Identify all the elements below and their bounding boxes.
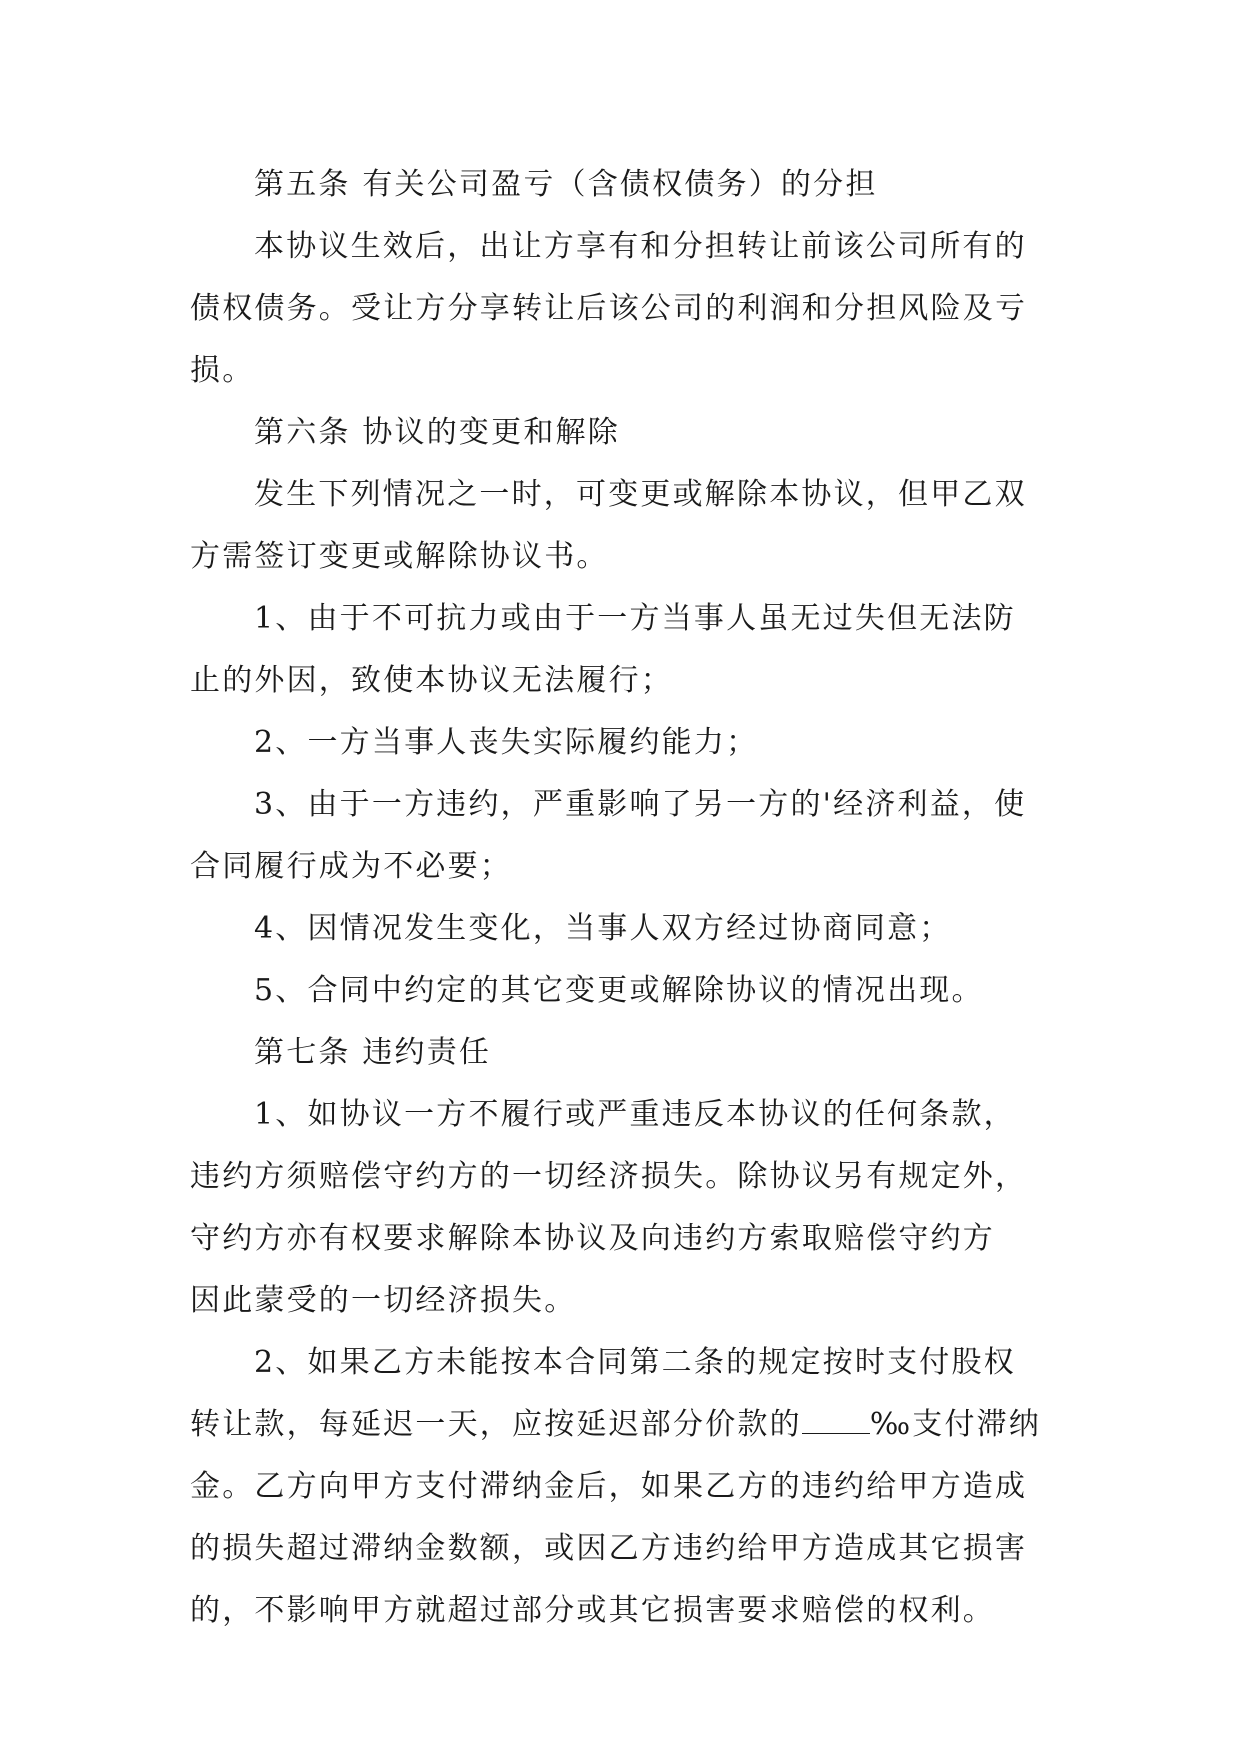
text-line: 止的外因，致使本协议无法履行； xyxy=(190,663,673,698)
text-line: 发生下列情况之一时，可变更或解除本协议，但甲乙双 xyxy=(254,477,1027,512)
text-line: 的，不影响甲方就超过部分或其它损害要求赔偿的权利。 xyxy=(190,1593,995,1628)
article-7-title: 第七条 违约责任 xyxy=(254,1035,492,1070)
text-line: 债权债务。受让方分享转让后该公司的利润和分担风险及亏 xyxy=(190,291,1028,326)
document-page xyxy=(190,154,1070,1642)
text-line: 3、由于一方违约，严重影响了另一方的'经济利益，使 xyxy=(254,787,1027,822)
article-6-item-5: 5、合同中约定的其它变更或解除协议的情况出现。 xyxy=(254,973,984,1008)
article-6-title: 第六条 协议的变更和解除 xyxy=(254,415,620,450)
text-line: 方需签订变更或解除协议书。 xyxy=(190,539,609,574)
text-line: 1、如协议一方不履行或严重违反本协议的任何条款， xyxy=(254,1097,1016,1132)
article-7-item-1 xyxy=(190,1084,1070,1332)
article-5-body xyxy=(190,216,1070,402)
text-line: 守约方亦有权要求解除本协议及向违约方索取赔偿守约方 xyxy=(190,1221,995,1256)
text-line: 的损失超过滞纳金数额，或因乙方违约给甲方造成其它损害 xyxy=(190,1531,1028,1566)
article-6-item-3 xyxy=(190,774,1070,898)
text-line: 因此蒙受的一切经济损失。 xyxy=(190,1283,577,1318)
article-6-item-4: 4、因情况发生变化，当事人双方经过协商同意； xyxy=(254,911,952,946)
article-5-title: 第五条 有关公司盈亏（含债权债务）的分担 xyxy=(254,167,878,202)
article-7-item-2 xyxy=(190,1332,1070,1642)
fill-in-blank xyxy=(802,1409,870,1434)
text-segment: 转让款，每延迟一天，应按延迟部分价款的 xyxy=(190,1407,802,1442)
article-6-item-1 xyxy=(190,588,1070,712)
text-line: 1、由于不可抗力或由于一方当事人虽无过失但无法防 xyxy=(254,601,1016,636)
text-line: 损。 xyxy=(190,353,255,388)
article-6-item-2: 2、一方当事人丧失实际履约能力； xyxy=(254,725,759,760)
text-line: 合同履行成为不必要； xyxy=(190,849,512,884)
text-line: 金。乙方向甲方支付滞纳金后，如果乙方的违约给甲方造成 xyxy=(190,1469,1028,1504)
text-line: 2、如果乙方未能按本合同第二条的规定按时支付股权 xyxy=(254,1345,1016,1380)
text-line xyxy=(126,1394,1070,1456)
text-line: 本协议生效后，出让方享有和分担转让前该公司所有的 xyxy=(254,229,1027,264)
text-segment: ‰支付滞纳 xyxy=(869,1407,1042,1442)
article-6-intro xyxy=(190,464,1070,588)
text-line: 违约方须赔偿守约方的一切经济损失。除协议另有规定外， xyxy=(190,1159,1028,1194)
